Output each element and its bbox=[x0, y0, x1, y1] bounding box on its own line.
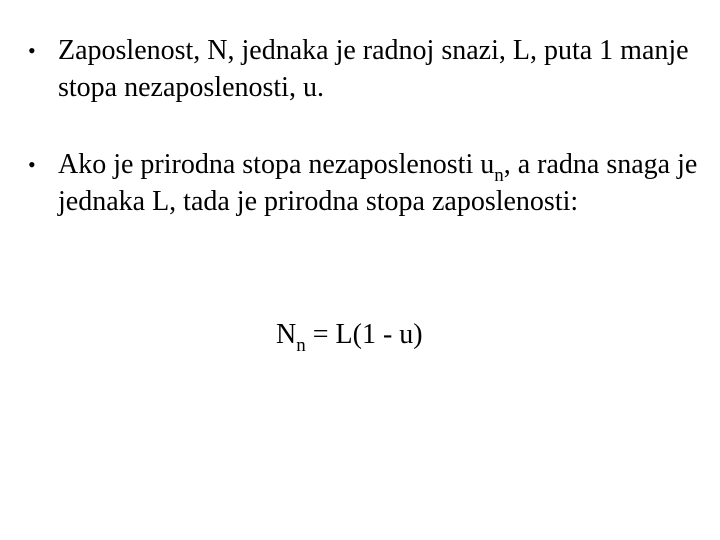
unemployment-subscript: n bbox=[494, 165, 504, 186]
formula-lhs-subscript: n bbox=[296, 335, 306, 356]
bullet-list bbox=[28, 32, 698, 220]
formula-rhs: = L(1 - u) bbox=[305, 319, 423, 350]
natural-employment-formula bbox=[276, 316, 423, 356]
bullet-icon: • bbox=[28, 152, 36, 177]
bullet-item-employment-definition bbox=[28, 32, 698, 106]
bullet-item-natural-rate bbox=[28, 146, 698, 220]
bullet-text-start: Ako je prirodna stopa nezaposlenosti u bbox=[58, 149, 495, 180]
bullet-icon: • bbox=[28, 38, 36, 63]
formula-lhs: N bbox=[276, 319, 297, 350]
bullet-text: Zaposlenost, N, jednaka je radnoj snazi, L, puta 1 manje stopa nezaposlenosti, u. bbox=[58, 35, 689, 103]
bullet-text-end: , a radna snaga je jednaka L, tada je prirodna stopa zaposlenosti: bbox=[58, 149, 698, 217]
